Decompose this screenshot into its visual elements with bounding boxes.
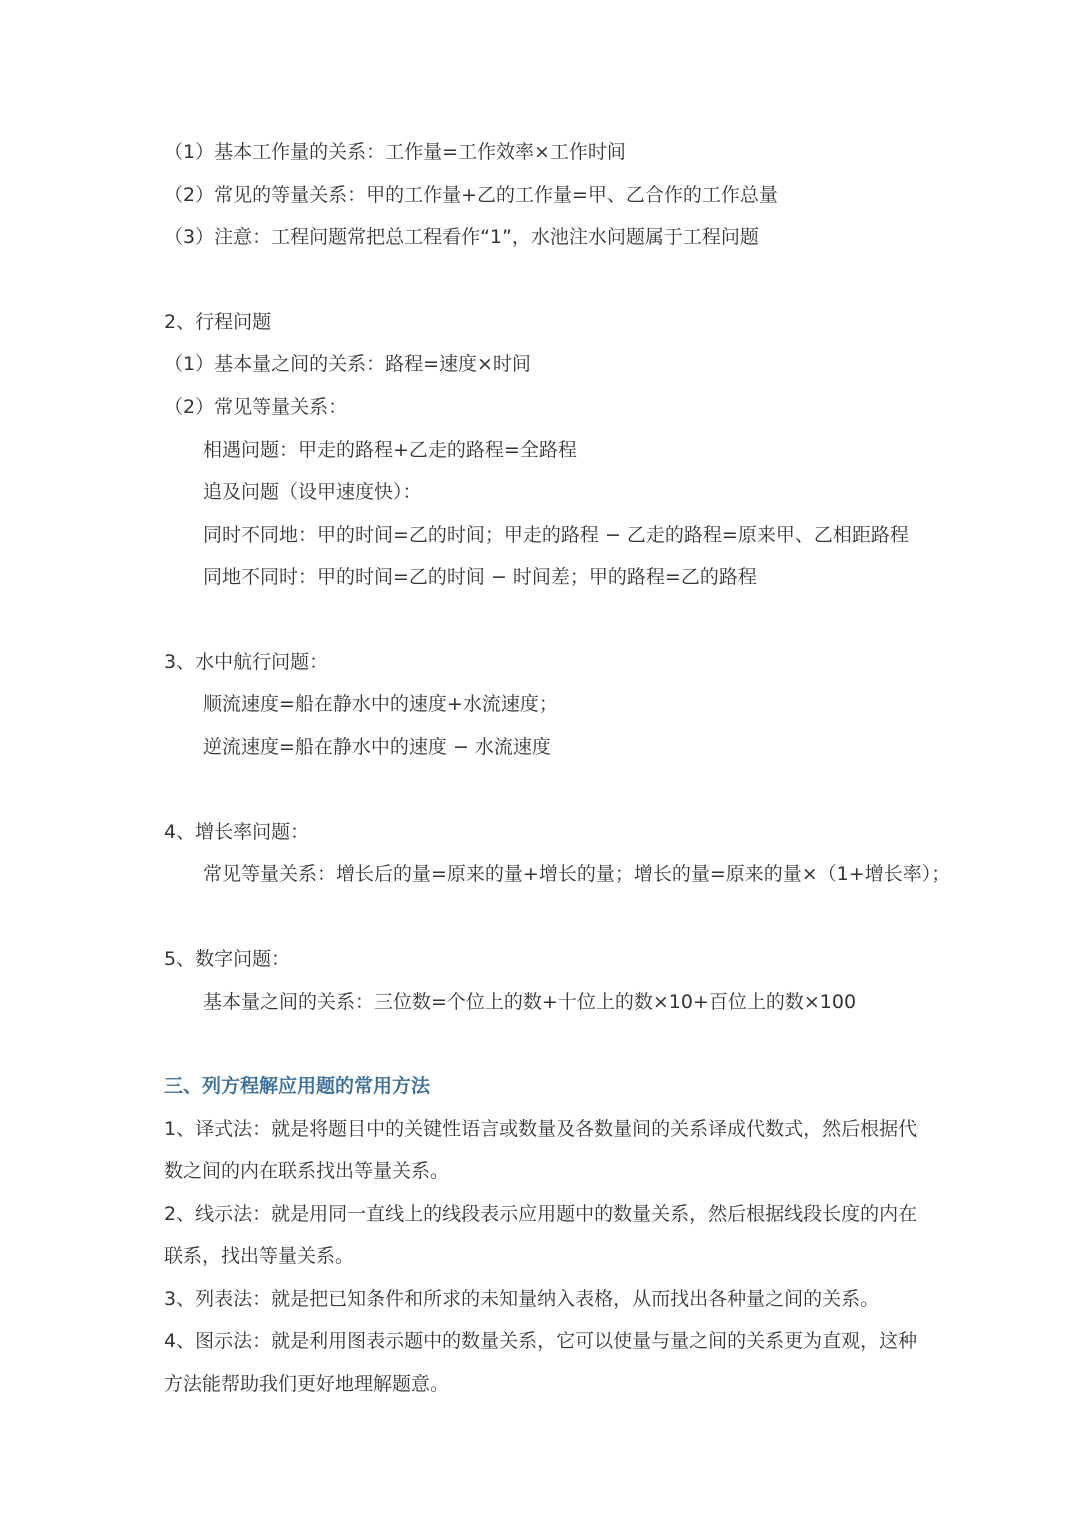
travel-problem-title: 2、行程问题: [164, 311, 272, 333]
method-graphic-line1: 4、图示法：就是利用图表示题中的数量关系，它可以使量与量之间的关系更为直观，这种: [164, 1330, 918, 1352]
travel-relation-basic: （1）基本量之间的关系：路程=速度×时间: [164, 353, 531, 375]
method-table-line1: 3、列表法：就是把已知条件和所求的未知量纳入表格，从而找出各种量之间的关系。: [164, 1288, 880, 1310]
methods-heading: 三、列方程解应用题的常用方法: [164, 1075, 431, 1097]
work-relation-note: （3）注意：工程问题常把总工程看作“1”，水池注水问题属于工程问题: [164, 226, 759, 248]
travel-same-place: 同地不同时：甲的时间=乙的时间 − 时间差；甲的路程=乙的路程: [203, 566, 757, 588]
water-downstream: 顺流速度=船在静水中的速度+水流速度；: [203, 693, 558, 715]
method-translation-line2: 数之间的内在联系找出等量关系。: [164, 1160, 450, 1182]
digit-relation: 基本量之间的关系：三位数=个位上的数+十位上的数×10+百位上的数×100: [203, 991, 857, 1013]
work-relation-common: （2）常见的等量关系：甲的工作量+乙的工作量=甲、乙合作的工作总量: [164, 184, 778, 206]
water-upstream: 逆流速度=船在静水中的速度 − 水流速度: [203, 736, 551, 758]
method-line-diagram-line1: 2、线示法：就是用同一直线上的线段表示应用题中的数量关系，然后根据线段长度的内在: [164, 1203, 918, 1225]
growth-problem-title: 4、增长率问题：: [164, 821, 310, 843]
method-graphic-line2: 方法能帮助我们更好地理解题意。: [164, 1373, 450, 1395]
method-line-diagram-line2: 联系，找出等量关系。: [164, 1245, 355, 1267]
digit-problem-title: 5、数字问题：: [164, 948, 291, 970]
travel-meet: 相遇问题：甲走的路程+乙走的路程=全路程: [203, 439, 577, 461]
water-problem-title: 3、水中航行问题：: [164, 651, 329, 673]
growth-relation: 常见等量关系：增长后的量=原来的量+增长的量；增长的量=原来的量×（1+增长率）；: [203, 863, 951, 885]
travel-same-time: 同时不同地：甲的时间=乙的时间；甲走的路程 − 乙走的路程=原来甲、乙相距路程: [203, 524, 909, 546]
method-translation-line1: 1、译式法：就是将题目中的关键性语言或数量及各数量间的关系译成代数式，然后根据代: [164, 1118, 918, 1140]
travel-chase: 追及问题（设甲速度快）：: [203, 481, 422, 503]
work-relation-basic: （1）基本工作量的关系：工作量=工作效率×工作时间: [164, 141, 626, 163]
travel-relation-common: （2）常见等量关系：: [164, 396, 348, 418]
